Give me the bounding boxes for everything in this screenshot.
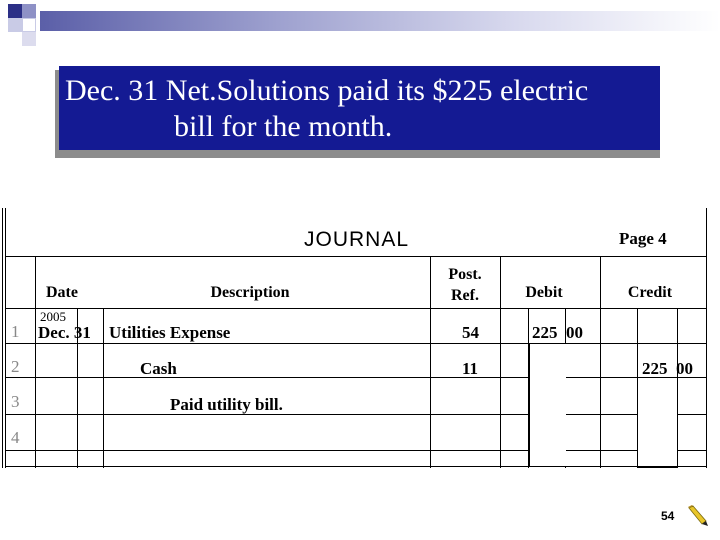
decor-square xyxy=(22,32,36,46)
journal-page-label: Page 4 xyxy=(619,229,667,248)
entry-post-ref: 11 xyxy=(462,359,479,378)
header-date: Date xyxy=(46,284,78,301)
row-number: 4 xyxy=(11,428,20,447)
title-line-2: bill for the month. xyxy=(174,110,393,143)
page-number: 54 xyxy=(661,509,675,523)
row-number: 2 xyxy=(11,357,20,376)
entry-description: Cash xyxy=(140,359,177,378)
header-debit: Debit xyxy=(525,284,563,301)
title-line-1: Dec. 31 Net.Solutions paid its $225 electric xyxy=(65,74,589,107)
pencil-icon xyxy=(686,504,710,528)
decor-square xyxy=(22,18,36,32)
row-number: 1 xyxy=(11,322,20,341)
header-credit: Credit xyxy=(627,284,673,301)
entry-description: Utilities Expense xyxy=(109,323,231,342)
entry-date: Dec. 31 xyxy=(38,323,91,342)
decor-square xyxy=(8,4,22,18)
decor-square xyxy=(22,4,36,18)
decor-square xyxy=(8,18,22,32)
entry-description: Paid utility bill. xyxy=(170,395,283,414)
entry-post-ref: 54 xyxy=(462,323,479,342)
header-description: Description xyxy=(210,284,290,301)
entry-debit: 225 00 xyxy=(532,323,583,342)
row-number: 3 xyxy=(11,392,20,411)
journal-title: JOURNAL xyxy=(304,228,410,251)
header-post-ref: Post. Ref. xyxy=(448,266,482,304)
entry-year: 2005 xyxy=(40,309,66,324)
entry-credit: 225 00 xyxy=(642,359,693,378)
title-box xyxy=(59,66,660,150)
header-band xyxy=(40,11,720,31)
